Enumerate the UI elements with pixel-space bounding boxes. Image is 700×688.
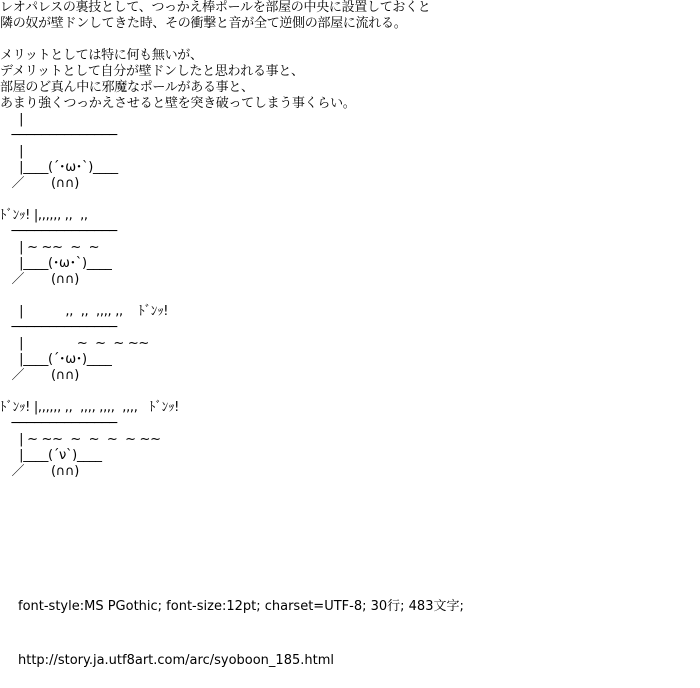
aa-line: デメリットとして自分が壁ドンしたと思われる事と、: [0, 64, 304, 79]
aa-line: ──────────────: [0, 416, 117, 431]
aa-line: ──────────────: [0, 320, 117, 335]
aa-line: |____(･ω･`)____: [0, 256, 112, 271]
aa-line: ﾄﾞﾝｯ! |,,,,,, ,, ,,,, ,,,, ,,,, ﾄﾞﾝｯ!: [0, 400, 180, 415]
aa-line: |____(´ν`)____: [0, 448, 102, 463]
aa-line: ／ (∩∩): [0, 176, 79, 191]
aa-line: ／ (∩∩): [0, 272, 79, 287]
aa-line: レオパレスの裏技として、つっかえ棒ポールを部屋の中央に設置しておくと: [0, 0, 431, 15]
aa-line: ﾄﾞﾝｯ! |,,,,,, ,, ,,: [0, 208, 88, 223]
aa-line: [0, 384, 431, 400]
ascii-art-block: [0, 0, 431, 480]
aa-line: |: [0, 144, 24, 159]
aa-line: ／ (∩∩): [0, 464, 79, 479]
aa-line: |____(´･ω･)____: [0, 352, 112, 367]
aa-line: |: [0, 112, 24, 127]
aa-line: メリットとしては特に何も無いが、: [0, 48, 203, 63]
aa-line: あまり強くつっかえさせると壁を突き破ってしまう事くらい。: [0, 96, 356, 111]
aa-line: 部屋のど真ん中に邪魔なポールがある事と、: [0, 80, 254, 95]
aa-line: ──────────────: [0, 128, 117, 143]
aa-line: 隣の奴が壁ドンしてきた時、その衝撃と音が全て逆側の部屋に流れる。: [0, 16, 407, 31]
footer-url-link[interactable]: http://story.ja.utf8art.com/arc/syoboon_185.html: [18, 653, 334, 668]
footer-info: font-style:MS PGothic; font-size:12pt; charset=UTF-8; 30行; 483文字;: [18, 599, 464, 614]
aa-line: | ~ ~~ ~ ~: [0, 240, 100, 255]
aa-line: | ~ ~ ~ ~~: [0, 336, 150, 351]
aa-line: ──────────────: [0, 224, 117, 239]
aa-line: ／ (∩∩): [0, 368, 79, 383]
aa-line: [0, 288, 431, 304]
aa-line: | ,, ,, ,,,, ,, ﾄﾞﾝｯ!: [0, 304, 169, 319]
aa-line: [0, 32, 431, 48]
aa-line: [0, 192, 431, 208]
footer: [18, 562, 464, 688]
aa-line: |____(´･ω･`)____: [0, 160, 118, 175]
aa-line: | ~ ~~ ~ ~ ~ ~ ~~: [0, 432, 161, 447]
